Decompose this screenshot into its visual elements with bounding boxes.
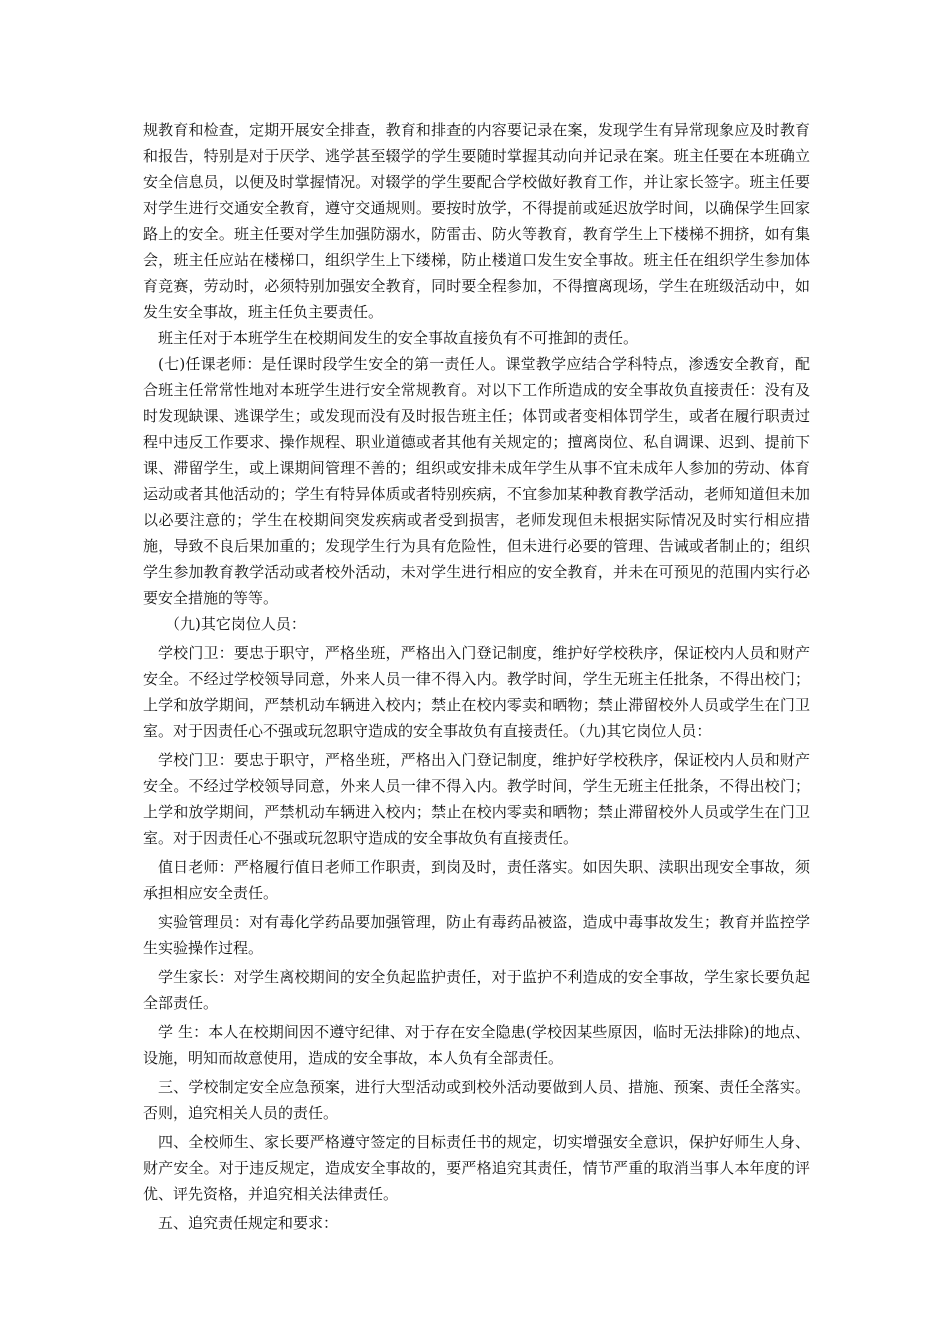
paragraph-section-five: 五、追究责任规定和要求：: [158, 1214, 339, 1232]
paragraph-section-three: 三、学校制定安全应急预案，进行大型活动或到校外活动要做到人员、措施、预案、责任全落实。否则，追究相关人员的责任。: [143, 1078, 810, 1122]
paragraph-students: 学 生：本人在校期间因不遵守纪律、对于存在安全隐患(学校因某些原因，临时无法排除)的地点、设施，明知而故意使用，造成的安全事故，本人负有全部责任。: [143, 1023, 810, 1067]
paragraph-class-teacher-responsibility: 班主任对于本班学生在校期间发生的安全事故直接负有不可推卸的责任。: [158, 329, 639, 347]
paragraph-school-guard-2: 学校门卫：要忠于职守，严格坐班，严格出入门登记制度，维护好学校秩序，保证校内人员和财产安全。不经过学校领导同意，外来人员一律不得入内。教学时间，学生无班主任批条，不得出校门；上学和放学期间，严禁机动车辆进入校内；禁止在校内零卖和晒物；禁止滞留校外人员或学生在门卫室。对于因责任心不强或玩忽职守造成的安全事故负有直接责任。: [143, 751, 810, 847]
paragraph-other-staff-heading: （九)其它岗位人员：: [165, 615, 306, 633]
paragraph-class-teacher-duties: 规教育和检查，定期开展安全排查，教育和排查的内容要记录在案，发现学生有异常现象应及时教育和报告，特别是对于厌学、逃学甚至辍学的学生要随时掌握其动向并记录在案。班主任要在本班确立安全信息员，以便及时掌握情况。对辍学的学生要配合学校做好教育工作，并让家长签字。班主任要对学生进行交通安全教育，遵守交通规则。要按时放学，不得提前或延迟放学时间，以确保学生回家路上的安全。班主任要对学生加强防溺水，防雷击、防火等教育，教育学生上下楼梯不拥挤，如有集会，班主任应站在楼梯口，组织学生上下缕梯，防止楼道口发生安全事故。班主任在组织学生参加体育竞赛，劳动时，必须特别加强安全教育，同时要全程参加，不得擅离现场，学生在班级活动中，如发生安全事故，班主任负主要责任。: [143, 121, 810, 321]
document-body: [143, 117, 810, 1236]
paragraph-parents: 学生家长：对学生离校期间的安全负起监护责任，对于监护不利造成的安全事故，学生家长要负起全部责任。: [143, 968, 810, 1012]
paragraph-subject-teacher: (七)任课老师：是任课时段学生安全的第一责任人。课堂教学应结合学科特点，渗透安全教育，配合班主任常常性地对本班学生进行安全常规教育。对以下工作所造成的安全事故负直接责任：没有及时发现缺课、逃课学生；或发现而没有及时报告班主任；体罚或者变相体罚学生，或者在履行职责过程中违反工作要求、操作规程、职业道德或者其他有关规定的；擅离岗位、私自调课、迟到、提前下课、滞留学生，或上课期间管理不善的；组织或安排未成年学生从事不宜未成年人参加的劳动、体育运动或者其他活动的；学生有特异体质或者特别疾病，不宜参加某种教育教学活动，老师知道但未加以必要注意的；学生在校期间突发疾病或者受到损害，老师发现但未根据实际情况及时实行相应措施，导致不良后果加重的；发现学生行为具有危险性，但未进行必要的管理、告诫或者制止的；组织学生参加教育教学活动或者校外活动，未对学生进行相应的安全教育，并未在可预见的范围内实行必要安全措施的等等。: [143, 355, 810, 607]
paragraph-duty-teacher: 值日老师：严格履行值日老师工作职责，到岗及时，责任落实。如因失职、渎职出现安全事故，须承担相应安全责任。: [143, 858, 810, 902]
paragraph-section-four: 四、全校师生、家长要严格遵守签定的目标责任书的规定，切实增强安全意识，保护好师生人身、财产安全。对于违反规定，造成安全事故的，要严格追究其责任，情节严重的取消当事人本年度的评优、评先资格，并追究相关法律责任。: [143, 1133, 810, 1203]
paragraph-lab-manager: 实验管理员：对有毒化学药品要加强管理，防止有毒药品被盗，造成中毒事故发生；教育并监控学生实验操作过程。: [143, 913, 810, 957]
paragraph-school-guard-1: 学校门卫：要忠于职守，严格坐班，严格出入门登记制度，维护好学校秩序，保证校内人员和财产安全。不经过学校领导同意，外来人员一律不得入内。教学时间，学生无班主任批条，不得出校门；上学和放学期间，严禁机动车辆进入校内；禁止在校内零卖和晒物；禁止滞留校外人员或学生在门卫室。对于因责任心不强或玩忽职守造成的安全事故负有直接责任。（九)其它岗位人员：: [143, 644, 810, 740]
